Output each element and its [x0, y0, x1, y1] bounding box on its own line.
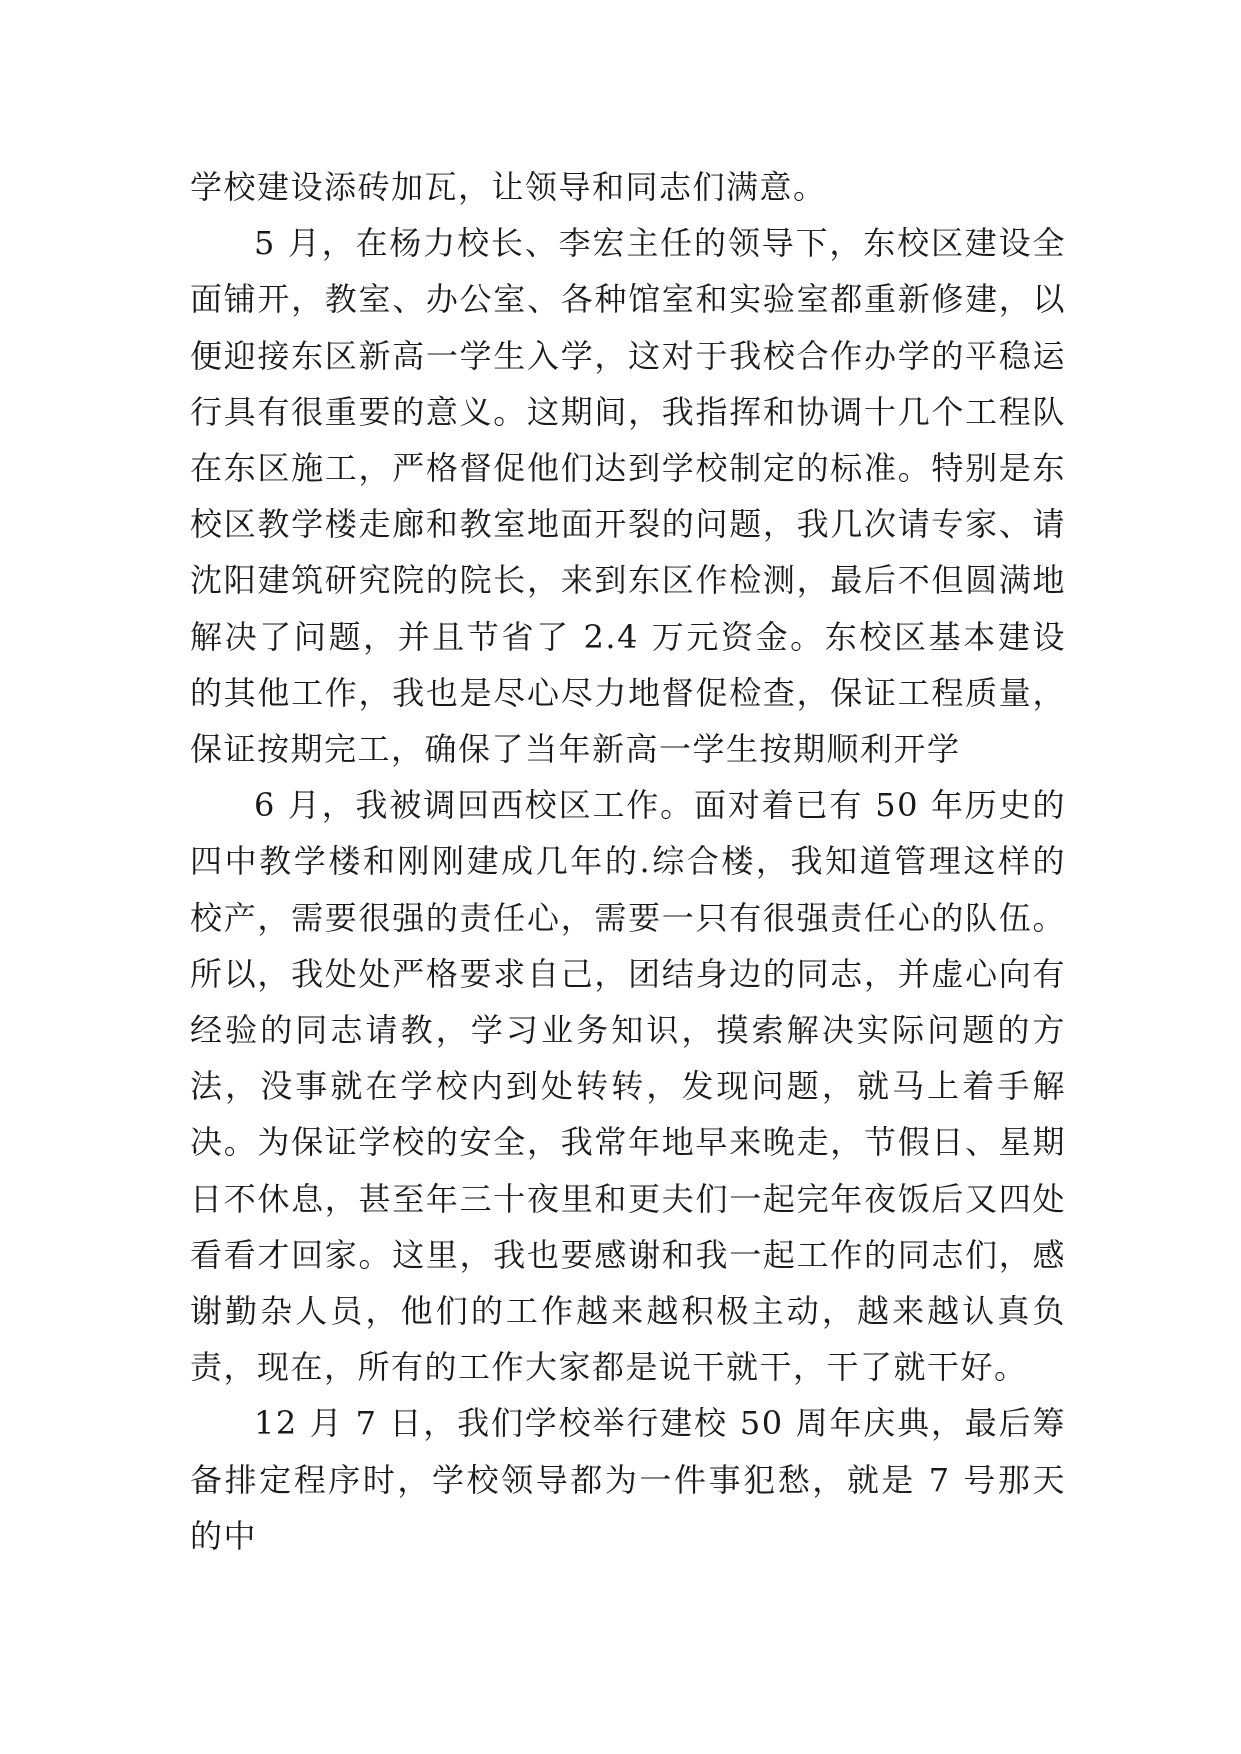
- paragraph-june-west-campus: 6 月，我被调回西校区工作。面对着已有 50 年历史的四中教学楼和刚刚建成几年的.综合楼，我知道管理这样的校产，需要很强的责任心，需要一只有很强责任心的队伍。所以，我处处严格要求自己，团结身边的同志，并虚心向有经验的同志请教，学习业务知识，摸索解决实际问题的方法，没事就在学校内到处转转，发现问题，就马上着手解决。为保证学校的安全，我常年地早来晚走，节假日、星期日不休息，甚至年三十夜里和更夫们一起完年夜饭后又四处看看才回家。这里，我也要感谢和我一起工作的同志们，感谢勤杂人员，他们的工作越来越积极主动，越来越认真负责，现在，所有的工作大家都是说干就干，干了就干好。: [190, 786, 1066, 1387]
- paragraph-december-anniversary: 12 月 7 日，我们学校举行建校 50 周年庆典，最后筹备排定程序时，学校领导都为一件事犯愁，就是 7 号那天的中: [190, 1404, 1066, 1555]
- paragraph-may-construction: 5 月，在杨力校长、李宏主任的领导下，东校区建设全面铺开，教室、办公室、各种馆室和实验室都重新修建，以便迎接东区新高一学生入学，这对于我校合作办学的平稳运行具有很重要的意义。这期间，我指挥和协调十几个工程队在东区施工，严格督促他们达到学校制定的标准。特别是东校区教学楼走廊和教室地面开裂的问题，我几次请专家、请沈阳建筑研究院的院长，来到东区作检测，最后不但圆满地解决了问题，并且节省了 2.4 万元资金。东校区基本建设的其他工作，我也是尽心尽力地督促检查，保证工程质量，保证按期完工，确保了当年新高一学生按期顺利开学: [190, 224, 1066, 769]
- paragraph-continued: 学校建设添砖加瓦，让领导和同志们满意。: [190, 168, 827, 206]
- document-body: [190, 159, 1066, 1564]
